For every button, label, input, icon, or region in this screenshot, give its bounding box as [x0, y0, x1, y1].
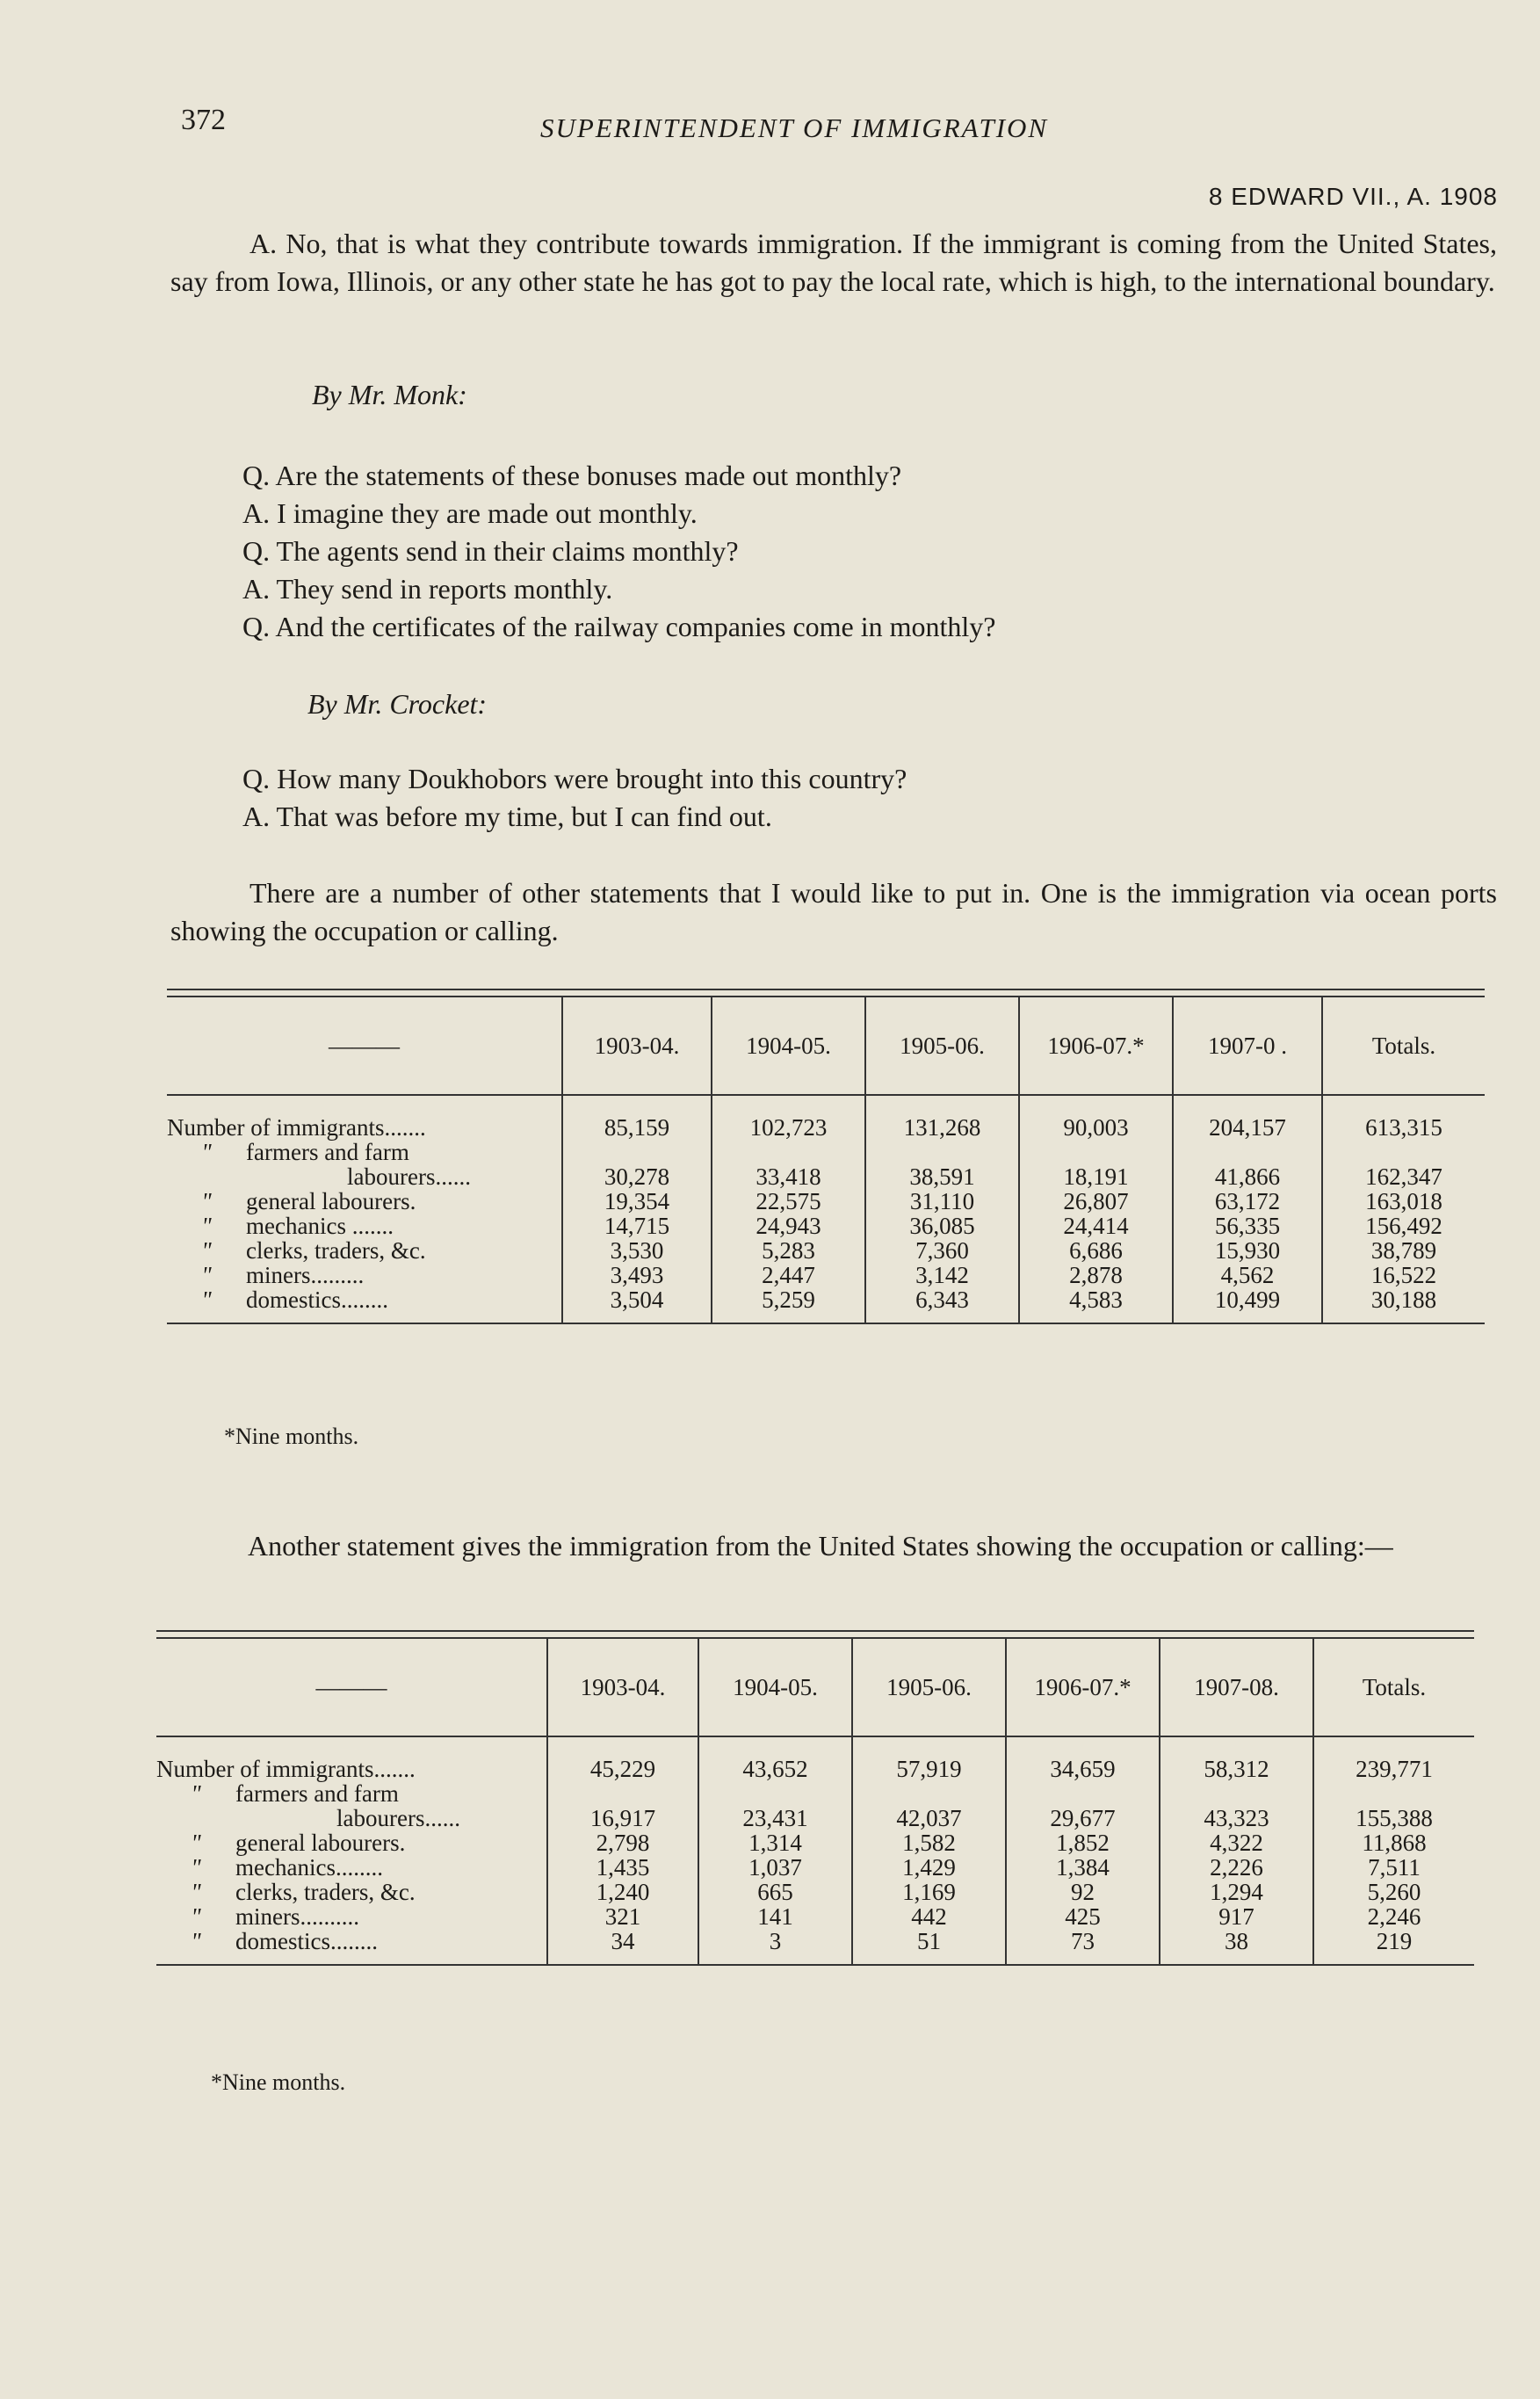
- data-column: [562, 1095, 712, 1323]
- table-cell: 3,493: [610, 1262, 664, 1288]
- table-cell: 10,499: [1214, 1286, 1281, 1313]
- column-header: 1905-06.: [852, 1639, 1006, 1736]
- table-cell: 2,226: [1210, 1854, 1263, 1881]
- row-label: " miners..........: [191, 1903, 359, 1930]
- data-column: [865, 1095, 1019, 1323]
- ocean-ports-grid: [167, 997, 1485, 1323]
- cell-spacer: [548, 1781, 698, 1806]
- row-labels: [167, 1095, 562, 1323]
- table-cell: 24,414: [1063, 1213, 1129, 1239]
- row-label: " clerks, traders, &c.: [201, 1237, 426, 1264]
- table-cell: 4,322: [1210, 1830, 1263, 1856]
- table-cell: 6,686: [1069, 1237, 1123, 1264]
- table-cell: 14,715: [604, 1213, 670, 1239]
- table-cell: 16,917: [589, 1805, 656, 1831]
- ocean-ports-table: [167, 989, 1485, 1324]
- table-cell: 4,583: [1069, 1286, 1123, 1313]
- table-cell: 16,522: [1370, 1262, 1437, 1288]
- page-number: 372: [181, 104, 226, 136]
- qa-block-crocket: [242, 760, 1540, 836]
- table-cell: 33,418: [756, 1163, 821, 1190]
- row-label: " mechanics .......: [201, 1213, 394, 1239]
- table-cell: 156,492: [1365, 1213, 1442, 1239]
- table-top-rule: [167, 989, 1485, 997]
- data-column: [1173, 1095, 1322, 1323]
- table-cell: 1,037: [748, 1854, 802, 1881]
- cell-spacer: [1323, 1140, 1485, 1164]
- table-cell: 917: [1218, 1903, 1254, 1930]
- cell-spacer: [699, 1781, 851, 1806]
- table-cell: 51: [917, 1928, 941, 1954]
- table-cell: 442: [911, 1903, 947, 1930]
- row-label: " farmers and farm: [201, 1139, 409, 1165]
- table-cell: 1,429: [902, 1854, 956, 1881]
- table-cell: 1,384: [1056, 1854, 1110, 1881]
- table-cell: 90,003: [1063, 1114, 1129, 1141]
- ocean-statement-paragraph: There are a number of other statements that I would like to put in. One is the immigration via ocean ports showing the occupation or calling.: [170, 877, 1497, 946]
- table-cell: 24,943: [756, 1213, 821, 1239]
- table-cell: 425: [1065, 1903, 1101, 1930]
- stub-header: ———: [156, 1639, 547, 1736]
- data-column: [1322, 1095, 1485, 1323]
- table-cell: 141: [757, 1903, 793, 1930]
- table-cell: 1,582: [902, 1830, 956, 1856]
- cell-spacer: [712, 1140, 864, 1164]
- table-cell: 5,260: [1367, 1879, 1421, 1905]
- table-cell: 34,659: [1050, 1756, 1116, 1782]
- table-cell: 30,278: [604, 1163, 670, 1190]
- data-column: [1313, 1736, 1474, 1964]
- table-cell: 2,878: [1069, 1262, 1123, 1288]
- footnote: *Nine months.: [224, 1424, 359, 1449]
- us-statement-paragraph: Another statement gives the immigration from the United States showing the occupation or calling:—: [248, 1530, 1393, 1562]
- table-cell: 11,868: [1362, 1830, 1427, 1856]
- answer-paragraph: A. No, that is what they contribute towards immigration. If the immigrant is coming from the United States, say from Iowa, Illinois, or any other state he has got to pay the local rate, which is high, to the international boundary.: [170, 228, 1497, 297]
- row-label: " domestics........: [201, 1286, 388, 1313]
- table-cell: 5,259: [762, 1286, 815, 1313]
- table-cell: 15,930: [1214, 1237, 1281, 1264]
- row-label: Number of immigrants.......: [167, 1114, 426, 1141]
- table-cell: 23,431: [742, 1805, 808, 1831]
- table-cell: 613,315: [1365, 1114, 1442, 1141]
- stub-header: ———: [167, 997, 562, 1095]
- table-cell: 155,388: [1356, 1805, 1433, 1831]
- table-cell: 43,652: [742, 1756, 808, 1782]
- united-states-table: [156, 1630, 1474, 1966]
- table-cell: 1,169: [902, 1879, 956, 1905]
- table-cell: 163,018: [1365, 1188, 1442, 1214]
- cell-spacer: [1314, 1781, 1474, 1806]
- table-cell: 92: [1071, 1879, 1095, 1905]
- column-header: Totals.: [1313, 1639, 1474, 1736]
- data-column: [547, 1736, 698, 1964]
- table-cell: 3,530: [610, 1237, 664, 1264]
- row-label: " farmers and farm: [191, 1780, 399, 1807]
- table-cell: 73: [1071, 1928, 1095, 1954]
- row-label: " mechanics........: [191, 1854, 383, 1881]
- table-cell: 6,343: [915, 1286, 969, 1313]
- table-cell: 31,110: [909, 1188, 975, 1214]
- qa-line: A. That was before my time, but I can find out.: [242, 801, 772, 832]
- table-bottom-rule: [156, 1964, 1474, 1966]
- qa-block-monk: [242, 457, 1540, 646]
- column-header: 1903-04.: [547, 1639, 698, 1736]
- table-cell: 5,283: [762, 1237, 815, 1264]
- table-top-rule: [156, 1630, 1474, 1639]
- row-label: " general labourers.: [191, 1830, 406, 1856]
- table-cell: 43,323: [1204, 1805, 1269, 1831]
- table-cell: 321: [604, 1903, 641, 1930]
- table-cell: 30,188: [1370, 1286, 1437, 1313]
- table-cell: 26,807: [1063, 1188, 1129, 1214]
- column-header: 1907-0 .: [1173, 997, 1322, 1095]
- table-cell: 239,771: [1356, 1756, 1433, 1782]
- table-cell: 22,575: [756, 1188, 821, 1214]
- cell-spacer: [1174, 1140, 1321, 1164]
- table-cell: 45,229: [589, 1756, 656, 1782]
- session-reference: 8 EDWARD VII., A. 1908: [1208, 183, 1498, 210]
- table-cell: 7,511: [1368, 1854, 1421, 1881]
- table-bottom-rule: [167, 1323, 1485, 1324]
- table-cell: 18,191: [1063, 1163, 1129, 1190]
- column-header: 1905-06.: [865, 997, 1019, 1095]
- column-header: 1906-07.*: [1006, 1639, 1160, 1736]
- table-cell: 1,294: [1210, 1879, 1263, 1905]
- row-label-continued: labourers......: [347, 1163, 471, 1190]
- row-label: " domestics........: [191, 1928, 378, 1954]
- table-cell: 42,037: [896, 1805, 962, 1831]
- table-cell: 2,246: [1367, 1903, 1421, 1930]
- qa-line: Q. The agents send in their claims monthly?: [242, 535, 739, 567]
- table-cell: 85,159: [604, 1114, 670, 1141]
- table-cell: 7,360: [915, 1237, 969, 1264]
- running-head: SUPERINTENDENT OF IMMIGRATION: [540, 112, 1049, 143]
- table-cell: 2,798: [596, 1830, 650, 1856]
- table-cell: 58,312: [1204, 1756, 1269, 1782]
- table-cell: 204,157: [1209, 1114, 1286, 1141]
- table-cell: 1,435: [596, 1854, 650, 1881]
- table-cell: 56,335: [1214, 1213, 1281, 1239]
- table-cell: 219: [1376, 1928, 1413, 1954]
- table-cell: 2,447: [762, 1262, 815, 1288]
- table-cell: 41,866: [1214, 1163, 1281, 1190]
- table-cell: 63,172: [1214, 1188, 1281, 1214]
- table-cell: 57,919: [896, 1756, 962, 1782]
- table-cell: 1,314: [748, 1830, 802, 1856]
- qa-line: A. They send in reports monthly.: [242, 573, 613, 605]
- table-cell: 38,789: [1370, 1237, 1437, 1264]
- column-header: 1904-05.: [712, 997, 865, 1095]
- speaker-heading-monk: By Mr. Monk:: [312, 379, 467, 410]
- table-cell: 1,852: [1056, 1830, 1110, 1856]
- cell-spacer: [1160, 1781, 1312, 1806]
- table-cell: 34: [611, 1928, 635, 1954]
- data-column: [1019, 1095, 1173, 1323]
- qa-line: Q. Are the statements of these bonuses made out monthly?: [242, 460, 902, 491]
- data-column: [712, 1095, 865, 1323]
- table-cell: 131,268: [903, 1114, 981, 1141]
- row-label-continued: labourers......: [336, 1805, 460, 1831]
- cell-spacer: [866, 1140, 1018, 1164]
- row-labels: [156, 1736, 547, 1964]
- speaker-heading-crocket: By Mr. Crocket:: [307, 688, 488, 720]
- row-label: " miners.........: [201, 1262, 365, 1288]
- table-cell: 3,142: [915, 1262, 969, 1288]
- table-cell: 36,085: [909, 1213, 975, 1239]
- row-label: " general labourers.: [201, 1188, 416, 1214]
- data-column: [1160, 1736, 1313, 1964]
- table-cell: 4,562: [1220, 1262, 1275, 1288]
- column-header: 1904-05.: [698, 1639, 852, 1736]
- table-cell: 162,347: [1365, 1163, 1442, 1190]
- table-cell: 102,723: [749, 1114, 828, 1141]
- table-cell: 3,504: [610, 1286, 664, 1313]
- table-cell: 665: [757, 1879, 793, 1905]
- column-header: 1903-04.: [562, 997, 712, 1095]
- column-header: 1906-07.*: [1019, 997, 1173, 1095]
- qa-line: A. I imagine they are made out monthly.: [242, 497, 698, 529]
- qa-line: Q. How many Doukhobors were brought into this country?: [242, 763, 907, 794]
- data-column: [698, 1736, 852, 1964]
- table-cell: 1,240: [596, 1879, 650, 1905]
- row-label: " clerks, traders, &c.: [191, 1879, 416, 1905]
- column-header: 1907-08.: [1160, 1639, 1313, 1736]
- cell-spacer: [563, 1140, 711, 1164]
- united-states-grid: [156, 1639, 1474, 1964]
- data-column: [1006, 1736, 1160, 1964]
- cell-spacer: [853, 1781, 1005, 1806]
- table-cell: 19,354: [604, 1188, 670, 1214]
- cell-spacer: [1020, 1140, 1172, 1164]
- cell-spacer: [1007, 1781, 1159, 1806]
- table-cell: 38: [1225, 1928, 1248, 1954]
- row-label: Number of immigrants.......: [156, 1756, 416, 1782]
- footnote: *Nine months.: [211, 2069, 346, 2095]
- column-header: Totals.: [1322, 997, 1485, 1095]
- qa-line: Q. And the certificates of the railway companies come in monthly?: [242, 611, 996, 642]
- table-cell: 38,591: [909, 1163, 975, 1190]
- table-cell: 29,677: [1050, 1805, 1116, 1831]
- data-column: [852, 1736, 1006, 1964]
- table-cell: 3: [769, 1928, 782, 1954]
